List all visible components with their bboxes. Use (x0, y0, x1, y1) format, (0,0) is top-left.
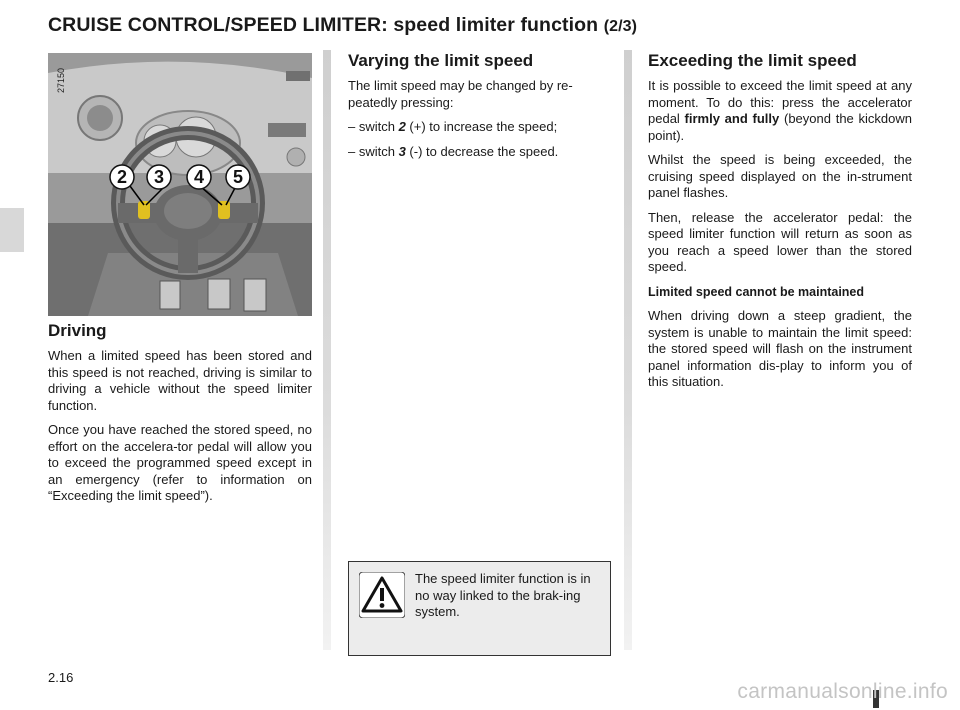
exceeding-paragraph-4: When driving down a steep gradient, the system is unable to maintain the limit speed: the stored speed will flash on the instrument panel information dis-play to inform you of this situation. (648, 308, 912, 389)
watermark: carmanualsonline.info (737, 680, 948, 703)
driving-paragraph-2: Once you have reached the stored speed, no effort on the accelera-tor pedal will allow you to exceed the programmed speed except in an emergency (refer to information on “Exceeding the limit speed”). (48, 422, 312, 503)
limited-speed-subheading: Limited speed cannot be maintained (648, 284, 865, 299)
item-1-prefix: – switch (348, 119, 399, 134)
exceeding-p1-start: It is possible to exceed the limit speed at any moment. To do this: press the accelerator pedal (648, 78, 912, 126)
item-2-prefix: – switch (348, 143, 399, 159)
exceeding-paragraph-1 (648, 78, 912, 144)
item-2-rest: (-) to decrease the speed. (405, 143, 559, 159)
page-number: 2.16 (48, 670, 74, 685)
exceeding-paragraph-3: Then, release the accelerator pedal: the speed limiter function will return as soon as you reach a speed lower than the stored speed. (648, 209, 912, 274)
item-2-switch-number: 3 (398, 143, 406, 159)
warning-text: The speed limiter function is in no way linked to the brak-ing system. (415, 571, 591, 619)
item-1-switch-number: 2 (398, 119, 406, 134)
steering-wheel-drawing (48, 53, 312, 316)
column-divider-2 (624, 50, 632, 650)
varying-item-1 (348, 119, 611, 136)
callout-5: 5 (232, 167, 244, 187)
title-main: CRUISE CONTROL/SPEED LIMITER: speed limiter function (48, 14, 599, 36)
exceeding-heading: Exceeding the limit speed (648, 51, 857, 70)
warning-box (348, 561, 611, 656)
title-part: (2/3) (603, 18, 638, 35)
callout-4: 4 (193, 167, 205, 187)
varying-item-2 (348, 144, 611, 161)
exceeding-paragraph-2: Whilst the speed is being exceeded, the cruising speed displayed on the in-strument panel flashes. (648, 152, 912, 200)
exceeding-p1-end: (beyond the kickdown point). (648, 111, 912, 143)
callout-3: 3 (153, 167, 165, 187)
driving-heading: Driving (48, 321, 107, 340)
varying-intro: The limit speed may be changed by re-peatedly pressing: (348, 78, 573, 110)
exceeding-p1-emphasis: firmly and fully (684, 111, 780, 126)
callout-2: 2 (116, 167, 128, 187)
figure-code: 27150 (56, 67, 66, 93)
warning-triangle-icon (359, 572, 405, 618)
item-1-rest: (+) to increase the speed; (405, 119, 558, 134)
dashboard-illustration (48, 53, 312, 316)
driving-paragraph-1: When a limited speed has been stored and this speed is not reached, driving is similar to driving a vehicle without the speed limiter function. (48, 348, 312, 413)
varying-heading: Varying the limit speed (348, 51, 534, 70)
middle-column (348, 51, 611, 168)
section-tab (0, 208, 24, 252)
page-title (48, 14, 637, 37)
right-column (648, 51, 912, 399)
left-column (48, 321, 312, 513)
column-divider-1 (323, 50, 331, 650)
